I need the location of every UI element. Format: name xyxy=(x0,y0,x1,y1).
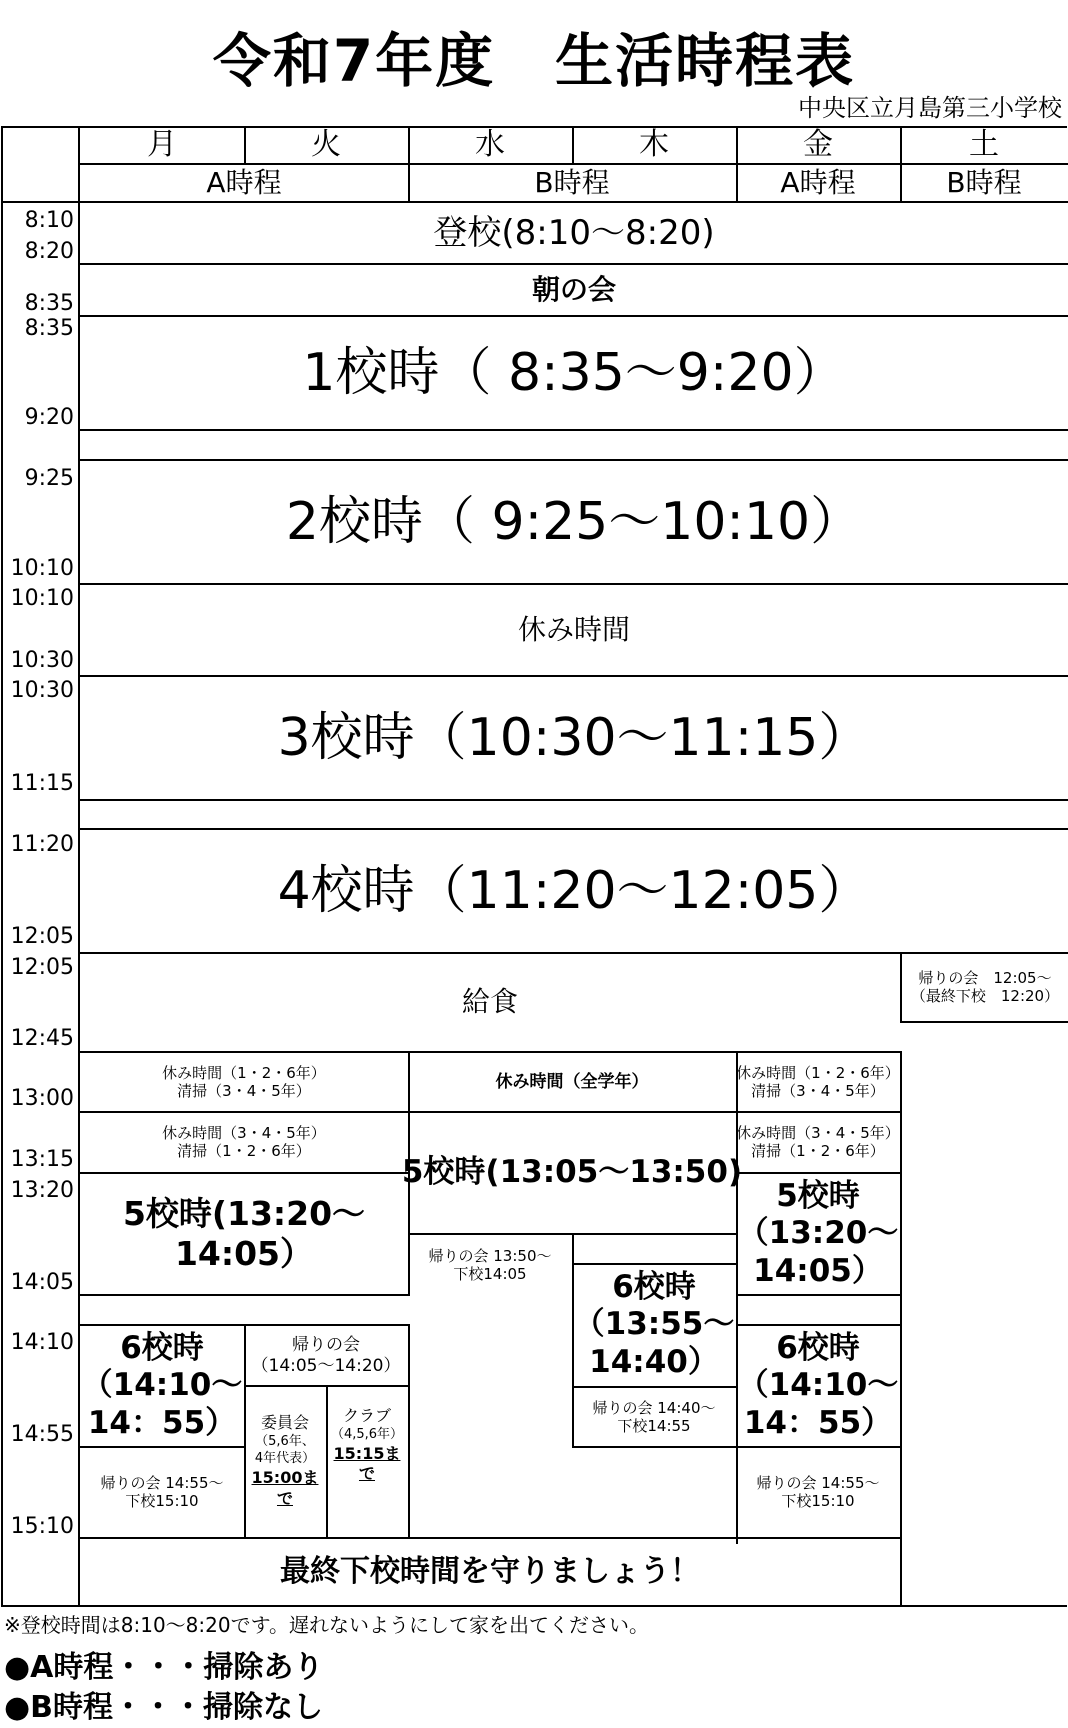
period-2-row: 2校時（ 9:25〜10:10） xyxy=(285,491,863,552)
mon-dismissal xyxy=(80,1447,244,1537)
time-label: 13:00 xyxy=(10,1086,74,1111)
time-label: 10:10 xyxy=(10,586,74,611)
club-end: で xyxy=(358,1464,375,1484)
program-sat: B時程 xyxy=(946,166,1022,200)
sat-dismissal xyxy=(902,953,1068,1021)
period-time: 14：55） xyxy=(87,1404,237,1441)
time-label: 11:20 xyxy=(10,832,74,857)
period-time: （13:20〜 xyxy=(737,1215,899,1252)
break-label: 休み時間（1・2・6年） xyxy=(736,1064,900,1082)
thu-period-6 xyxy=(572,1264,736,1386)
a-period-5 xyxy=(80,1173,408,1295)
recess-row: 休み時間 xyxy=(517,613,630,647)
lunch-row: 給食 xyxy=(461,985,518,1019)
time-label: 14:55 xyxy=(10,1422,74,1447)
period-time: 14:05） xyxy=(753,1252,883,1289)
committee-end: 15:00ま xyxy=(251,1467,319,1487)
time-label: 12:05 xyxy=(10,924,74,949)
club-label: クラブ xyxy=(342,1406,391,1425)
break-label: 休み時間（3・4・5年） xyxy=(162,1124,326,1142)
period-time: （13:55〜 xyxy=(573,1306,735,1343)
a-break-2 xyxy=(80,1112,408,1172)
b-program-note: ●B時程・・・掃除なし xyxy=(4,1690,324,1725)
a-break-1 xyxy=(80,1052,408,1112)
program-mon-tue: A時程 xyxy=(206,166,282,200)
committee-grades: （5,6年、 xyxy=(255,1434,315,1450)
time-label: 8:35 xyxy=(24,291,74,316)
time-label: 11:15 xyxy=(10,771,74,796)
cleaning-label: 清掃（3・4・5年） xyxy=(177,1082,311,1100)
b-break: 休み時間（全学年） xyxy=(495,1071,649,1092)
time-label: 8:10 xyxy=(24,208,74,233)
cleaning-label: 清掃（3・4・5年） xyxy=(751,1082,885,1100)
col-divider xyxy=(900,1051,902,1607)
day-sat: 土 xyxy=(969,127,999,162)
time-label: 13:20 xyxy=(10,1178,74,1203)
time-label: 12:05 xyxy=(10,955,74,980)
period-1-row: 1校時（ 8:35〜9:20） xyxy=(302,342,846,403)
mon-period-6 xyxy=(80,1325,244,1447)
fri-break-2 xyxy=(736,1112,900,1172)
fri-period-6 xyxy=(736,1325,900,1447)
dismissal-label: 下校14:05 xyxy=(453,1265,527,1283)
dismissal-label: 下校15:10 xyxy=(125,1492,199,1510)
break-label: 休み時間（3・4・5年） xyxy=(736,1124,900,1142)
tue-homeroom xyxy=(244,1325,408,1386)
wed-dismissal xyxy=(408,1234,572,1296)
period-time: 14:40） xyxy=(589,1343,719,1380)
time-label: 15:10 xyxy=(10,1514,74,1539)
period-time: 14：55） xyxy=(743,1404,893,1441)
time-label: 8:35 xyxy=(24,316,74,341)
time-label: 10:30 xyxy=(10,648,74,673)
dismissal-label: 下校15:10 xyxy=(781,1492,855,1510)
period-label: 5校時 xyxy=(776,1178,860,1215)
time-label: 9:20 xyxy=(24,405,74,430)
fri-period-5 xyxy=(736,1173,900,1295)
a-program-note: ●A時程・・・掃除あり xyxy=(4,1650,324,1685)
morning-meeting-row: 朝の会 xyxy=(531,273,616,307)
col-divider xyxy=(408,1324,410,1538)
school-name: 中央区立月島第三小学校 xyxy=(798,94,1062,122)
page-title: 令和7年度 生活時程表 xyxy=(212,27,856,95)
club-end: 15:15ま xyxy=(333,1443,401,1463)
fri-dismissal xyxy=(736,1447,900,1537)
time-label: 13:15 xyxy=(10,1147,74,1172)
time-label: 8:20 xyxy=(24,239,74,264)
homeroom-time: （14:05〜14:20） xyxy=(251,1355,401,1376)
time-label: 14:10 xyxy=(10,1330,74,1355)
committee-label: 委員会 xyxy=(260,1413,309,1433)
homeroom-label: 帰りの会 14:55〜 xyxy=(756,1474,880,1492)
break-label: 休み時間（1・2・6年） xyxy=(162,1064,326,1082)
cleaning-label: 清掃（1・2・6年） xyxy=(177,1142,311,1160)
sat-homeroom: 帰りの会 12:05〜 xyxy=(918,969,1052,987)
period-label: 6校時 xyxy=(120,1330,204,1367)
arrival-note: ※登校時間は8:10〜8:20です。遅れないようにして家を出てください。 xyxy=(4,1613,649,1637)
period-4-row: 4校時（11:20〜12:05） xyxy=(277,860,871,921)
b-period-5: 5校時(13:05〜13:50) xyxy=(401,1154,743,1191)
day-tue: 火 xyxy=(311,127,341,162)
time-label: 12:45 xyxy=(10,1026,74,1051)
club-grades: （4,5,6年） xyxy=(330,1426,404,1442)
committee-end: で xyxy=(276,1488,293,1508)
sat-final-dismissal: （最終下校 12:20） xyxy=(910,987,1060,1005)
time-label: 10:10 xyxy=(10,556,74,581)
period-label: 5校時(13:20〜 xyxy=(122,1194,366,1234)
day-thu: 木 xyxy=(639,127,669,162)
day-mon: 月 xyxy=(147,127,177,162)
time-column xyxy=(1,126,80,1606)
day-fri: 金 xyxy=(803,127,833,162)
homeroom-label: 帰りの会 14:40〜 xyxy=(592,1399,716,1417)
period-time: （14:10〜 xyxy=(81,1367,243,1404)
thu-dismissal xyxy=(572,1387,736,1447)
dismissal-label: 下校14:55 xyxy=(617,1417,691,1435)
tue-club xyxy=(326,1386,408,1537)
tue-committee xyxy=(244,1386,326,1537)
time-label: 10:30 xyxy=(10,678,74,703)
time-label: 14:05 xyxy=(10,1270,74,1295)
sat-box-bottom xyxy=(900,1021,1068,1023)
period-label: 6校時 xyxy=(612,1269,696,1306)
program-wed-thu: B時程 xyxy=(534,166,610,200)
fri-break-1 xyxy=(736,1052,900,1112)
arrival-row: 登校(8:10〜8:20) xyxy=(433,212,715,253)
period-time: （14:10〜 xyxy=(737,1367,899,1404)
program-fri: A時程 xyxy=(780,166,856,200)
homeroom-label: 帰りの会 xyxy=(292,1335,360,1356)
period-label: 6校時 xyxy=(776,1330,860,1367)
final-dismissal-reminder: 最終下校時間を守りましょう！ xyxy=(280,1554,700,1589)
period-time: 14:05） xyxy=(174,1234,314,1273)
period-3-row: 3校時（10:30〜11:15） xyxy=(277,707,871,768)
homeroom-label: 帰りの会 13:50〜 xyxy=(428,1247,552,1265)
cleaning-label: 清掃（1・2・6年） xyxy=(751,1142,885,1160)
homeroom-label: 帰りの会 14:55〜 xyxy=(100,1474,224,1492)
time-label: 9:25 xyxy=(24,466,74,491)
committee-grades: 4年代表） xyxy=(254,1451,316,1467)
day-wed: 水 xyxy=(475,127,505,162)
